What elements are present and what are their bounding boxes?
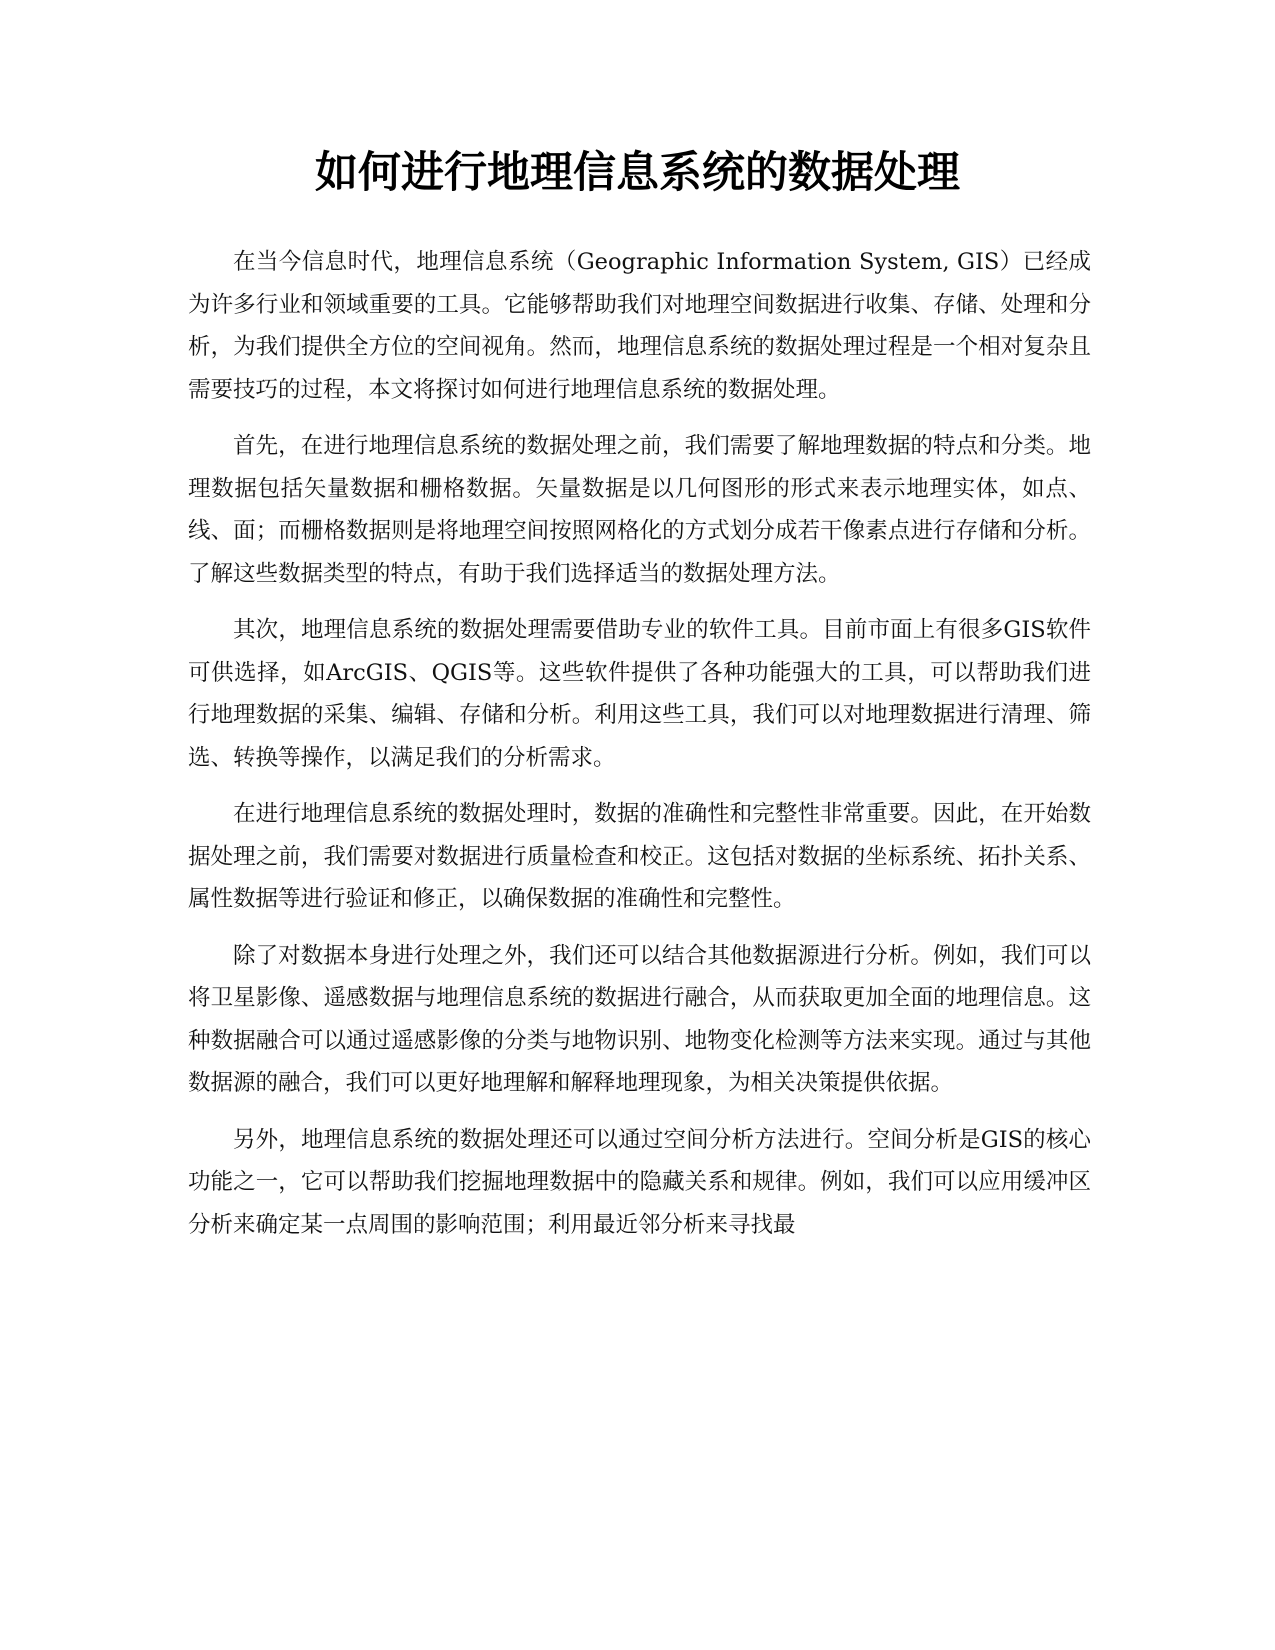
paragraph-2: 首先，在进行地理信息系统的数据处理之前，我们需要了解地理数据的特点和分类。地理数据包括矢量数据和栅格数据。矢量数据是以几何图形的形式来表示地理实体，如点、线、面；而栅格数据则是将地理空间按照网格化的方式划分成若干像素点进行存储和分析。了解这些数据类型的特点，有助于我们选择适当的数据处理方法。 <box>188 433 1091 587</box>
document-body <box>188 241 1091 1260</box>
page-title: 如何进行地理信息系统的数据处理 <box>315 148 960 198</box>
paragraph-4: 在进行地理信息系统的数据处理时，数据的准确性和完整性非常重要。因此，在开始数据处理之前，我们需要对数据进行质量检查和校正。这包括对数据的坐标系统、拓扑关系、属性数据等进行验证和修正，以确保数据的准确性和完整性。 <box>188 801 1091 912</box>
paragraph-3: 其次，地理信息系统的数据处理需要借助专业的软件工具。目前市面上有很多GIS软件可供选择，如ArcGIS、QGIS等。这些软件提供了各种功能强大的工具，可以帮助我们进行地理数据的采集、编辑、存储和分析。利用这些工具，我们可以对地理数据进行清理、筛选、转换等操作，以满足我们的分析需求。 <box>188 617 1091 771</box>
paragraph-5: 除了对数据本身进行处理之外，我们还可以结合其他数据源进行分析。例如，我们可以将卫星影像、遥感数据与地理信息系统的数据进行融合，从而获取更加全面的地理信息。这种数据融合可以通过遥感影像的分类与地物识别、地物变化检测等方法来实现。通过与其他数据源的融合，我们可以更好地理解和解释地理现象，为相关决策提供依据。 <box>188 942 1091 1096</box>
paragraph-6: 另外，地理信息系统的数据处理还可以通过空间分析方法进行。空间分析是GIS的核心功能之一，它可以帮助我们挖掘地理数据中的隐藏关系和规律。例如，我们可以应用缓冲区分析来确定某一点周围的影响范围；利用最近邻分析来寻找最 <box>188 1126 1091 1238</box>
paragraph-1: 在当今信息时代，地理信息系统（Geographic Information System, GIS）已经成为许多行业和领域重要的工具。它能够帮助我们对地理空间数据进行收集、存储、处理和分析，为我们提供全方位的空间视角。然而，地理信息系统的数据处理过程是一个相对复杂且需要技巧的过程，本文将探讨如何进行地理信息系统的数据处理。 <box>188 249 1091 403</box>
